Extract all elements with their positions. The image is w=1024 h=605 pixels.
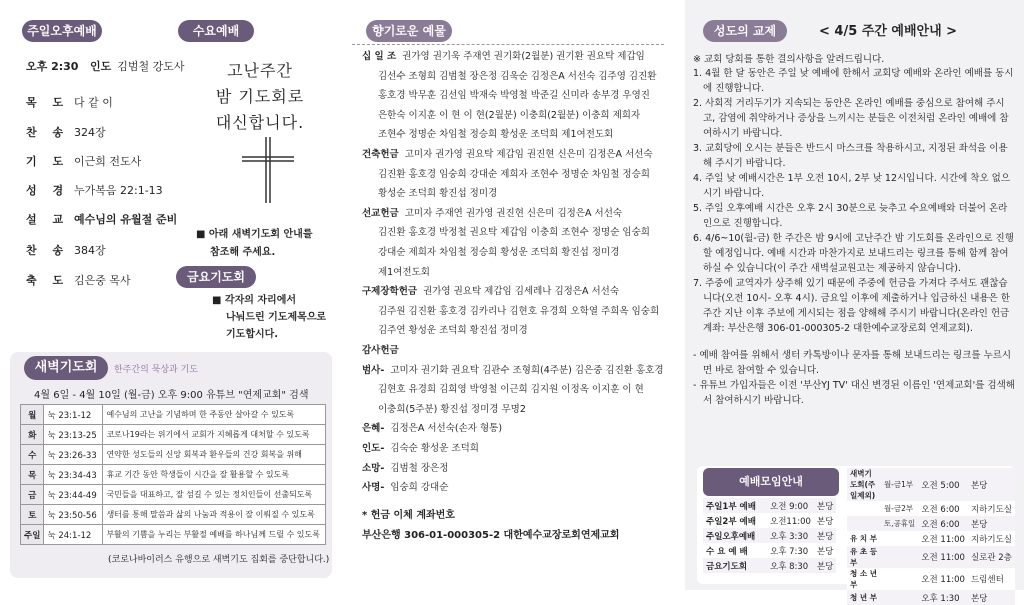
schedule-place: 드림센터 xyxy=(970,575,1004,585)
service-row xyxy=(26,124,106,140)
service-label: 오후 2:30 xyxy=(26,60,79,73)
schedule-row xyxy=(847,468,1015,501)
bank-title: * 헌금 이체 계좌번호 xyxy=(362,510,455,521)
offering-names: 조현수 정명순 차임철 정승희 황성운 조덕희 제1여전도회 xyxy=(378,129,614,141)
bible-text: 코로나19라는 위기에서 교회가 지혜롭게 대처할 수 있도록 xyxy=(103,425,326,445)
offering-names: 은한숙 이지훈 이 현 이 현(2월분) 이충희(2월분) 이충희 제희자 xyxy=(378,109,641,121)
offering-names: 김진환 홍호경 박정철 권요탁 제갑임 이충희 조현수 정명순 임숭희 xyxy=(378,227,650,239)
service-value: 김은중 목사 xyxy=(74,274,131,287)
service-row xyxy=(26,182,163,198)
schedule-left xyxy=(703,498,836,573)
notice-item: 5. 주일 오후예배 시간은 오후 2시 30분으로 늦추고 수요예배와 더불어 온라인으로 진행합니다. xyxy=(693,203,1008,229)
schedule-place: 지하기도실 xyxy=(970,534,1012,545)
offering-names: 이충희(5주분) 황진섭 정미경 무명2 xyxy=(378,403,526,415)
bible-text: 생터를 통해 말씀과 삶의 나눔과 적용이 잘 이뤄질 수 있도록 xyxy=(103,505,326,525)
schedule-place: 지하기도실 xyxy=(970,504,1012,515)
schedule-row xyxy=(847,531,1015,546)
schedule-sub: 토,공휴일 xyxy=(883,519,916,528)
offering-line xyxy=(378,401,526,415)
dawn-info: 4월 6일 - 4월 10일 (월-금) 오후 9:00 유튜브 "연제교회" 검색 xyxy=(34,390,309,401)
offering-names: 김현호 유경희 김희영 박영철 이근희 김지원 이정옥 이지훈 이 현 xyxy=(378,384,644,396)
bible-table xyxy=(20,404,326,545)
service-value: 384장 xyxy=(74,244,106,257)
bible-row xyxy=(21,505,326,525)
offering-names: 황성순 조덕희 황진섭 정미경 xyxy=(378,188,498,200)
bible-day: 금 xyxy=(21,485,44,505)
schedule-name: 청 소 년 부 xyxy=(850,569,877,589)
offering-line xyxy=(362,362,664,376)
offering-names: 김진환 홍호경 임숭희 강대순 제희자 조현수 정명순 차임철 정승희 xyxy=(378,168,650,180)
offering-line xyxy=(362,479,448,493)
notice-item: 1. 4월 한 달 동안은 주일 낮 예배에 한해서 교회당 예배와 온라인 예배를 동시에 진행합니다. xyxy=(693,68,1014,94)
offering-names: 권가영 권요탁 제갑임 김세레나 김정은A 서선숙 xyxy=(423,286,620,298)
friday-line: 나눠드린 기도제목으로 xyxy=(226,312,327,323)
notice-intro: ※ 교회 당회를 통한 결의사항을 알려드립니다. xyxy=(693,54,885,65)
offering-names: 김범철 장은정 xyxy=(390,462,449,474)
bible-text: 예수님의 고난을 기념하며 한 주동안 살아갈 수 있도록 xyxy=(103,405,326,425)
schedule-name: 주일2부 예배 xyxy=(706,516,756,527)
schedule-place: 본당 xyxy=(816,561,834,572)
schedule-place: 본당 xyxy=(970,593,988,604)
schedule-row xyxy=(703,543,836,558)
offering-category: 감사헌금 xyxy=(362,345,399,356)
bible-day: 토 xyxy=(21,505,44,525)
schedule-place: 본당 xyxy=(970,519,988,530)
service-row xyxy=(26,58,185,74)
schedule-row xyxy=(703,558,836,573)
dawn-footer: (코로나바이러스 유행으로 새벽기도 집회를 중단합니다.) xyxy=(108,555,330,565)
schedule-name: 청 년 부 xyxy=(850,593,877,602)
bible-ref: 눅 23:34-43 xyxy=(44,465,103,485)
offering-names: 김주원 김진환 홍호경 김카리나 김현호 유경희 오학열 주희옥 임숭희 xyxy=(378,305,660,317)
offering-line xyxy=(362,48,645,62)
bible-row xyxy=(21,425,326,445)
notice-item: 7. 주중에 교역자가 상주해 있기 때문에 주중에 헌금을 가져다 주셔도 괜찮습니다(오전 10시- 오후 4시). 금요일 이후에 제출하거나 입금하신 내용은 한 주간 지난 이후 주보에 게시되는 점을 양해해 주시기 바랍니다(온라인 헌금계좌: 부산은행 306-01-000305-2 대한예수교장로회 연제교회). xyxy=(693,278,1010,334)
bible-day: 수 xyxy=(21,445,44,465)
offering-names: 김주연 황성운 조덕희 황진섭 정미경 xyxy=(378,325,528,337)
bible-day: 월 xyxy=(21,405,44,425)
bible-row xyxy=(21,485,326,505)
offering-category: 십 일 조 xyxy=(362,51,397,62)
offering-names: 임숭희 강대순 xyxy=(390,482,449,494)
schedule-name xyxy=(847,501,881,516)
fellowship-panel xyxy=(685,0,1024,604)
offering-line xyxy=(378,68,656,82)
note-line: 참조해 주세요. xyxy=(210,247,276,258)
bible-text: 연약한 성도들의 신앙 회복과 환우들의 건강 회복을 위해 xyxy=(103,445,326,465)
offering-line xyxy=(378,87,650,101)
dawn-notice xyxy=(196,226,313,262)
service-value: 다 같 이 xyxy=(74,96,113,109)
service-value: 예수님의 유월절 준비 xyxy=(74,213,178,226)
notice-item: 6. 4/6~10(월-금) 한 주간은 밤 9시에 고난주간 밤 기도회를 온라인으로 진행할 예정입니다. 예배 시간과 마찬가지로 보내드리는 링크를 통해 함께 참여하실 수 있습니다(이 주간 새벽설교원고는 제공하지 않습니다). xyxy=(693,233,1014,274)
schedule-place: 본당 xyxy=(970,480,988,491)
section-title-fellowship: 성도의 교제 xyxy=(703,20,787,42)
announcement-line: 밤 기도회로 xyxy=(215,87,305,106)
service-label: 성 경 xyxy=(26,184,70,197)
notice-item: - 유튜브 가입자들은 이전 '부산YJ TV' 대신 변경된 이름인 '연제교회'를 검색해서 참여하시기 바랍니다. xyxy=(693,380,1015,406)
notice-item: 3. 교회당에 오시는 분들은 반드시 마스크를 착용하시고, 지정된 좌석을 이용해 주시기 바랍니다. xyxy=(693,143,1008,169)
offering-line xyxy=(378,244,619,258)
offering-line xyxy=(378,107,640,121)
bible-day: 주일 xyxy=(21,525,44,545)
offering-line xyxy=(362,283,619,297)
offering-names: 강대순 제희자 차임철 정승희 황성운 조덕희 황진섭 정미경 xyxy=(378,247,620,258)
announcement-line: 대신합니다. xyxy=(215,113,305,132)
friday-line: 기도합시다. xyxy=(226,329,279,340)
service-label: 찬 송 xyxy=(26,126,70,139)
service-label: 목 도 xyxy=(26,96,70,109)
bible-day: 목 xyxy=(21,465,44,485)
friday-notice xyxy=(212,292,326,343)
offering-names: 권가영 권기욱 주재연 권기화(2월분) 권기환 권요탁 제갑임 xyxy=(402,51,645,62)
bible-ref: 눅 23:1-12 xyxy=(44,405,103,425)
dawn-subtitle: 한주간의 묵상과 기도 xyxy=(114,365,198,375)
notice-item: 2. 사회적 거리두기가 지속되는 동안은 온라인 예배를 중심으로 참여해 주시고, 감염에 취약하거나 증상을 느끼시는 분들은 이전처럼 온라인 예배에 참여하시기 바랍니다. xyxy=(693,98,1009,139)
schedule-right xyxy=(847,468,1015,605)
notice-items xyxy=(693,66,1015,408)
schedule-time: 오전 11:00 xyxy=(921,534,965,545)
schedule-box xyxy=(697,466,1015,604)
schedule-place: 본당 xyxy=(816,531,834,542)
section-title-friday: 금요기도회 xyxy=(176,266,256,288)
schedule-name: 주일1부 예배 xyxy=(706,501,756,512)
schedule-row xyxy=(847,546,1015,568)
section-title-sunday-afternoon: 주일오후예배 xyxy=(22,20,102,42)
offering-line xyxy=(378,264,430,278)
service-value: 이근희 전도사 xyxy=(74,155,142,168)
service-leader-label: 인도 xyxy=(90,60,112,73)
schedule-row xyxy=(703,498,836,513)
schedule-sub xyxy=(881,590,918,605)
service-value: 김범철 강도사 xyxy=(117,60,185,73)
offering-names: 고미자 권기화 권요탁 김관수 조형희(4주분) 김은중 김진환 홍호경 xyxy=(390,364,664,376)
notice-item: 4. 주일 낮 예배시간은 1부 오전 10시, 2부 낮 12시입니다. 시간에 착오 없으시기 바랍니다. xyxy=(693,173,1011,199)
offering-names: 김선수 조형희 김범철 장은정 김욱순 김정은A 서선숙 김주영 김진환 xyxy=(378,70,657,82)
divider xyxy=(352,44,664,45)
dawn-title: 새벽기도회 xyxy=(24,356,108,380)
bible-ref: 눅 24:1-12 xyxy=(44,525,103,545)
schedule-row xyxy=(703,528,836,543)
schedule-time: 오전 5:00 xyxy=(921,480,960,491)
section-title-wednesday: 수요예배 xyxy=(178,20,254,42)
schedule-row xyxy=(847,568,1015,590)
offering-line xyxy=(362,440,479,454)
schedule-time: 오후 1:30 xyxy=(921,593,960,604)
offering-category: 범사- xyxy=(362,364,385,376)
offering-category: 선교헌금 xyxy=(362,207,399,219)
schedule-time: 오후 8:30 xyxy=(770,561,809,572)
offering-line xyxy=(378,224,650,238)
offering-line xyxy=(378,185,497,199)
wednesday-announcement xyxy=(190,58,330,136)
section-title-offerings: 향기로운 예물 xyxy=(366,20,452,42)
friday-line: ■ 각자의 자리에서 xyxy=(212,295,297,306)
offering-line xyxy=(378,303,659,317)
bible-ref: 눅 23:50-56 xyxy=(44,505,103,525)
bible-ref: 눅 23:44-49 xyxy=(44,485,103,505)
offering-names: 홍호경 박무훈 김선임 박재숙 박영철 박준길 신미라 송부경 우영진 xyxy=(378,90,650,102)
schedule-row xyxy=(847,590,1015,605)
schedule-sub: 월-금1부 xyxy=(883,480,914,489)
bank-account: 부산은행 306-01-000305-2 대한예수교장로회연제교회 xyxy=(362,530,620,541)
schedule-name: 수 요 예 배 xyxy=(706,546,748,557)
schedule-place: 본당 xyxy=(816,546,834,557)
schedule-row xyxy=(703,513,836,528)
schedule-name: 새벽기도회(주일제외) xyxy=(850,469,876,500)
schedule-time: 오전 11:00 xyxy=(921,575,965,585)
offering-line xyxy=(378,166,650,180)
schedule-sub xyxy=(881,568,918,590)
schedule-time: 오전 9:00 xyxy=(770,501,809,512)
schedule-time: 오후 7:30 xyxy=(770,546,809,557)
bible-day: 화 xyxy=(21,425,44,445)
offering-category: 은혜- xyxy=(362,423,385,435)
bible-text: 휴교 기간 동안 학생들이 시간을 잘 활용할 수 있도록 xyxy=(103,465,326,485)
service-label: 축 도 xyxy=(26,274,70,287)
offering-category: 사명- xyxy=(362,482,385,494)
bible-row xyxy=(21,405,326,425)
schedule-sub xyxy=(881,546,918,568)
offering-category: 구제장학헌금 xyxy=(362,286,418,298)
notice-item: - 예배 참여를 위해서 생터 카톡방이나 문자를 통해 보내드리는 링크를 누르시면 바로 참여할 수 있습니다. xyxy=(693,350,1012,376)
bible-text: 부활의 기쁨을 누리는 부활절 예배를 하나님께 드릴 수 있도록 xyxy=(103,525,326,545)
offering-names: 제1여전도회 xyxy=(378,266,430,278)
schedule-time: 오전 6:00 xyxy=(921,504,960,515)
schedule-name: 주일오후예배 xyxy=(706,531,756,542)
schedule-place: 본당 xyxy=(816,516,834,527)
service-label: 찬 송 xyxy=(26,244,70,257)
offering-category: 건축헌금 xyxy=(362,149,399,160)
offering-line xyxy=(378,126,613,140)
schedule-time: 오전 11:00 xyxy=(921,553,965,563)
schedule-title: 예배모임안내 xyxy=(703,468,839,496)
schedule-name xyxy=(847,516,881,531)
offering-line xyxy=(362,146,653,160)
bible-row xyxy=(21,445,326,465)
offering-names: 고미자 주재연 권가영 권진현 신은미 김정은A 서선숙 xyxy=(404,207,623,219)
announcement-line: 고난주간 xyxy=(227,61,293,80)
service-row xyxy=(26,153,141,169)
schedule-time: 오전 6:00 xyxy=(921,519,960,530)
dawn-prayer-box xyxy=(10,352,332,578)
offering-line xyxy=(362,460,448,474)
offering-category: 인도- xyxy=(362,443,385,454)
note-line: ■ 아래 새벽기도회 안내를 xyxy=(196,229,313,240)
service-label: 기 도 xyxy=(26,155,70,168)
bible-row xyxy=(21,525,326,545)
offering-line xyxy=(378,381,644,395)
offering-line xyxy=(378,322,528,336)
schedule-sub: 월-금2부 xyxy=(883,504,914,513)
service-row xyxy=(26,272,131,288)
service-value: 누가복음 22:1-13 xyxy=(74,184,163,197)
schedule-time: 오후 3:30 xyxy=(770,531,809,542)
offering-names: 고미자 권가영 권요탁 제갑임 권진현 신은미 김정은A 서선숙 xyxy=(404,149,653,160)
bible-ref: 눅 23:26-33 xyxy=(44,445,103,465)
service-row xyxy=(26,242,106,258)
schedule-sub xyxy=(881,531,918,546)
offering-line xyxy=(362,342,405,356)
service-row xyxy=(26,94,113,110)
service-label: 설 교 xyxy=(26,213,70,226)
offering-line xyxy=(362,205,622,219)
schedule-place: 실로관 2층 xyxy=(970,553,1012,563)
service-value: 324장 xyxy=(74,126,106,139)
schedule-place: 본당 xyxy=(816,501,834,512)
schedule-name: 금요기도회 xyxy=(706,561,748,572)
schedule-time: 오전11:00 xyxy=(770,516,811,527)
schedule-row xyxy=(847,501,1015,516)
bible-ref: 눅 23:13-25 xyxy=(44,425,103,445)
offering-names: 김숙순 황성운 조덕희 xyxy=(390,443,479,454)
schedule-name: 유 치 부 xyxy=(850,534,877,543)
offering-line xyxy=(362,420,502,434)
weekly-heading: < 4/5 주간 예배안내 > xyxy=(819,24,958,39)
schedule-name: 유 초 등 부 xyxy=(850,547,877,567)
schedule-row xyxy=(847,516,1015,531)
cross-icon xyxy=(238,135,298,205)
bible-text: 국민들을 대표하고, 잘 섬길 수 있는 정치인들이 선출되도록 xyxy=(103,485,326,505)
service-row xyxy=(26,211,177,227)
bible-row xyxy=(21,465,326,485)
offering-category: 소망- xyxy=(362,462,385,474)
offering-names: 김정은A 서선숙(손자 형통) xyxy=(390,423,503,435)
